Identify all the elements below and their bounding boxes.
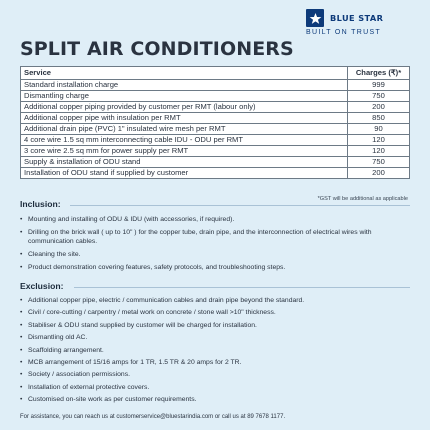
section-divider (74, 287, 410, 288)
charge-cell: 120 (348, 135, 410, 146)
list-item-text: MCB arrangement of 15/16 amps for 1 TR, 1.5 TR & 20 amps for 2 TR. (28, 358, 242, 366)
table-row (21, 80, 410, 91)
list-item (20, 215, 415, 224)
list-item (20, 263, 415, 272)
inclusion-list (20, 215, 415, 276)
service-cell: Additional copper pipe with insulation per RMT (21, 113, 348, 124)
list-item (20, 228, 415, 246)
footer-contact: For assistance, you can reach us at customerservice@bluestarindia.com or call us at 89 7678 1177. (20, 414, 286, 420)
brand-tagline: BUILT ON TRUST (306, 29, 381, 36)
brand-logo (306, 9, 410, 36)
bullet-icon: • (20, 383, 23, 391)
list-item (20, 333, 415, 342)
list-item-text: Installation of external protective covers. (28, 383, 150, 391)
charges-table (20, 66, 410, 179)
list-item-text: Society / association permissions. (28, 371, 130, 379)
list-item (20, 358, 415, 367)
bullet-icon: • (20, 216, 23, 223)
bullet-icon: • (20, 321, 23, 329)
section-divider (70, 205, 410, 206)
table-row (21, 91, 410, 102)
charge-cell: 999 (348, 80, 410, 91)
table-row (21, 135, 410, 146)
table-row (21, 102, 410, 113)
bullet-icon: • (20, 309, 23, 317)
list-item-text: Customised on-site work as per customer requirements. (28, 396, 197, 404)
service-cell: 3 core wire 2.5 sq mm for power supply per RMT (21, 146, 348, 157)
charge-cell: 750 (348, 157, 410, 168)
list-item (20, 370, 415, 379)
table-row (21, 146, 410, 157)
charge-cell: 750 (348, 91, 410, 102)
list-item (20, 296, 415, 305)
bullet-icon: • (20, 251, 23, 258)
list-item-text: Scaffolding arrangement. (28, 346, 104, 354)
bullet-icon: • (20, 346, 23, 354)
list-item (20, 250, 415, 259)
charge-cell: 200 (348, 102, 410, 113)
service-cell: Additional copper piping provided by customer per RMT (labour only) (21, 102, 348, 113)
inclusion-heading: Inclusion: (20, 199, 61, 209)
column-header-charges: Charges (₹)* (348, 67, 410, 80)
table-row (21, 113, 410, 124)
service-cell: Additional drain pipe (PVC) 1" insulated wire mesh per RMT (21, 124, 348, 135)
list-item-text: Stabiliser & ODU stand supplied by customer will be charged for installation. (28, 321, 257, 329)
bullet-icon: • (20, 334, 23, 342)
star-logo-icon (306, 9, 324, 27)
service-cell: 4 core wire 1.5 sq mm interconnecting cable IDU - ODU per RMT (21, 135, 348, 146)
charge-cell: 850 (348, 113, 410, 124)
bullet-icon: • (20, 396, 23, 404)
bullet-icon: • (20, 358, 23, 366)
exclusion-heading: Exclusion: (20, 281, 64, 291)
list-item-text: Cleaning the site. (28, 251, 81, 258)
charge-cell: 120 (348, 146, 410, 157)
charge-cell: 90 (348, 124, 410, 135)
bullet-icon: • (20, 297, 23, 304)
table-row (21, 157, 410, 168)
list-item (20, 321, 415, 330)
list-item (20, 395, 415, 404)
list-item-text: Mounting and installing of ODU & IDU (with accessories, if required). (28, 216, 235, 223)
list-item-text: Product demonstration covering features, safety protocols, and troubleshooting steps. (28, 264, 286, 271)
exclusion-list (20, 296, 415, 408)
list-item-text: Additional copper pipe, electric / communication cables and drain pipe beyond the standard. (28, 297, 305, 304)
bullet-icon: • (20, 264, 23, 271)
list-item (20, 383, 415, 392)
page-title: SPLIT AIR CONDITIONERS (20, 38, 294, 60)
list-item (20, 346, 415, 355)
gst-note: *GST will be additional as applicable (317, 196, 408, 202)
list-item (20, 308, 415, 317)
column-header-service: Service (21, 67, 348, 80)
service-cell: Installation of ODU stand if supplied by customer (21, 168, 348, 179)
list-item-text: Dismantling old AC. (28, 334, 88, 342)
service-cell: Standard installation charge (21, 80, 348, 91)
bullet-icon: • (20, 229, 23, 236)
list-item-text: Drilling on the brick wall ( up to 10" ) for the copper tube, drain pipe, and the interconnection of electrical wires with communication cables. (28, 229, 372, 245)
table-row (21, 124, 410, 135)
table-row (21, 168, 410, 179)
service-cell: Dismantling charge (21, 91, 348, 102)
charge-cell: 200 (348, 168, 410, 179)
brand-name: BLUE STAR (330, 13, 384, 23)
list-item-text: Civil / core-cutting / carpentry / metal work on concrete / stone wall >10" thickness. (28, 309, 276, 317)
service-cell: Supply & installation of ODU stand (21, 157, 348, 168)
bullet-icon: • (20, 371, 23, 379)
table-header-row (21, 67, 410, 80)
